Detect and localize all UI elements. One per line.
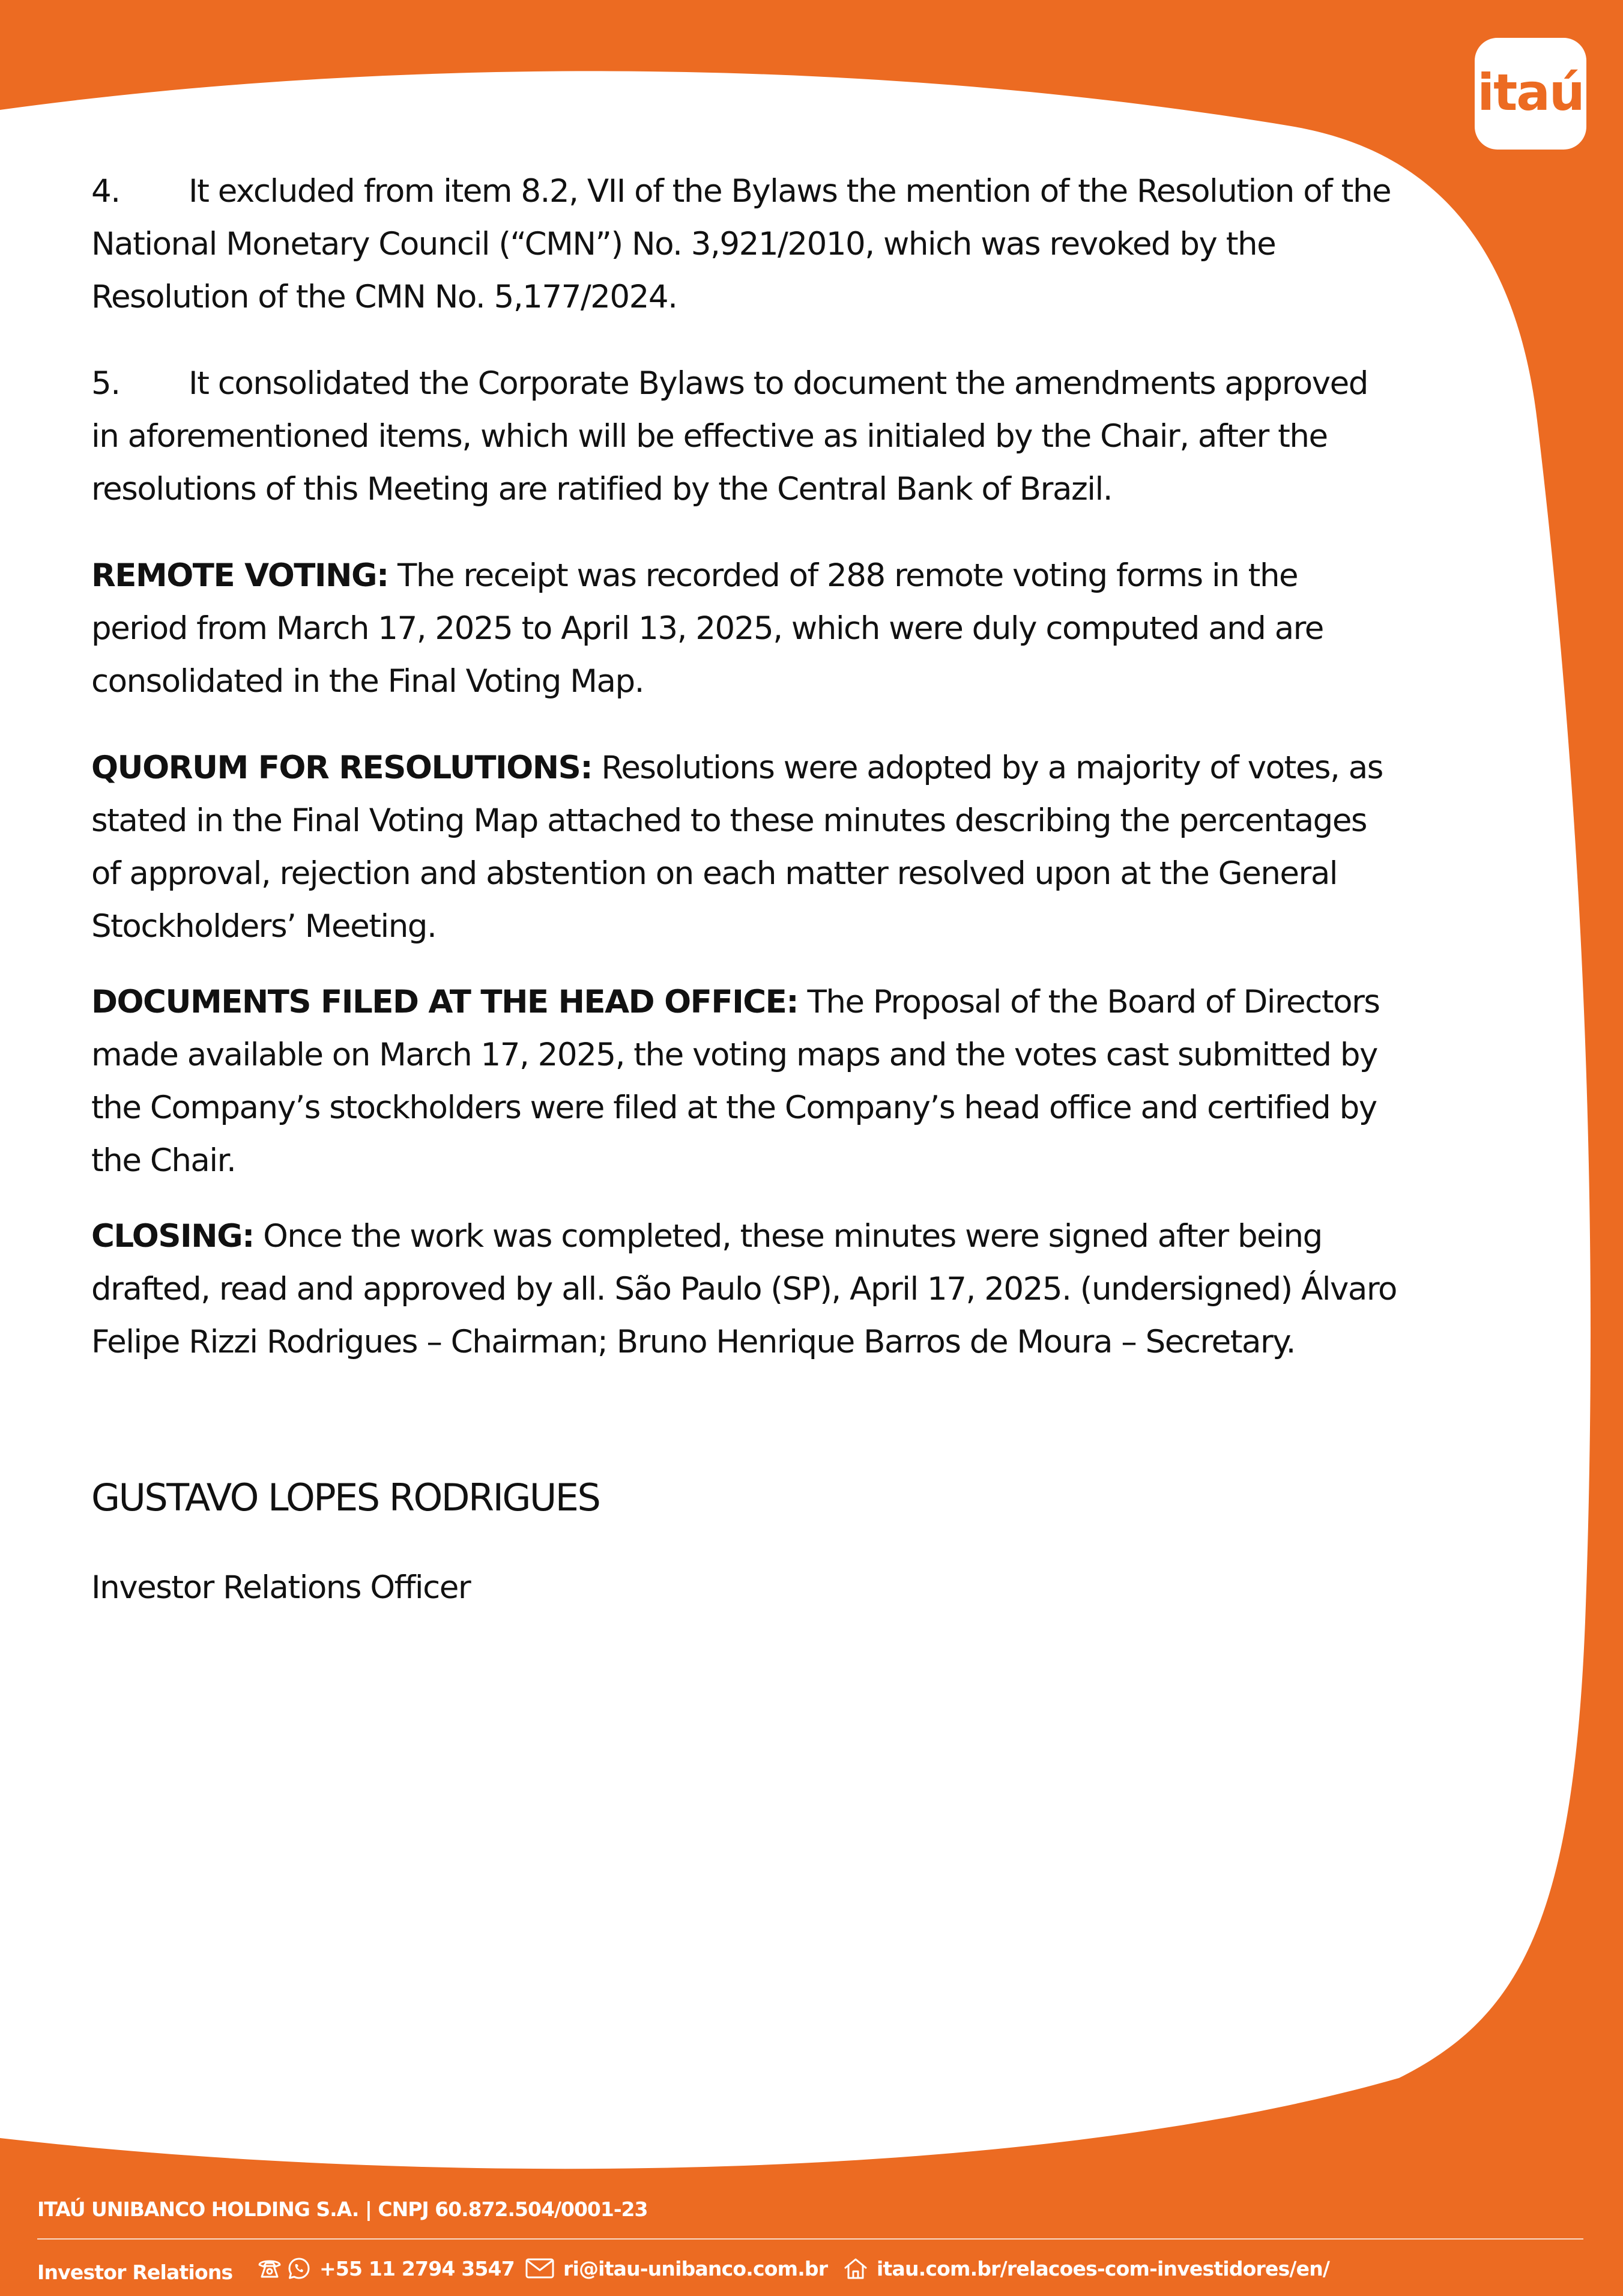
home-icon [843, 2256, 868, 2280]
footer-website[interactable] [843, 2253, 1329, 2283]
signatory-title: Investor Relations Officer [91, 1569, 471, 1606]
closing-text: Once the work was completed, these minutes were signed after being drafted, read and approved by all. São Paulo (SP), April 17, 2025. (undersigned) Álvaro Felipe Rizzi Rodrigues – Chairman; Bruno Henrique Barros de Moura – Secretary. [91, 1218, 1397, 1360]
quorum-label: QUORUM FOR RESOLUTIONS: [91, 750, 593, 786]
closing-label: CLOSING: [91, 1218, 254, 1255]
remote-voting-text: The receipt was recorded of 288 remote voting forms in the period from March 17, 2025 to April 13, 2025, which were duly computed and are consolidated in the Final Voting Map. [91, 557, 1323, 700]
phone-icon [257, 2256, 282, 2280]
quorum-text: Resolutions were adopted by a majority of votes, as stated in the Final Voting Map attached to these minutes describing the percentages of approval, rejection and abstention on each matter resolved upon at the General Stockholders’ Meeting. [91, 750, 1383, 945]
itau-logo [1475, 38, 1586, 150]
item-4-paragraph [91, 165, 1400, 324]
item-4-text: It excluded from item 8.2, VII of the Bylaws the mention of the Resolution of the National Monetary Council (“CMN”) No. 3,921/2010, which was revoked by the Resolution of the CMN No. 5,177/2024. [91, 173, 1391, 315]
footer-phone[interactable] [257, 2253, 515, 2283]
footer-divider [37, 2238, 1583, 2240]
whatsapp-icon [287, 2256, 311, 2280]
signatory-name: GUSTAVO LOPES RODRIGUES [91, 1476, 600, 1519]
item-4-number: 4. [91, 173, 120, 210]
quorum-paragraph [91, 742, 1400, 953]
footer-company-info: ITAÚ UNIBANCO HOLDING S.A. | CNPJ 60.872.504/0001-23 [37, 2198, 648, 2221]
document-body [91, 165, 1400, 1369]
remote-voting-paragraph [91, 550, 1400, 708]
remote-voting-label: REMOTE VOTING: [91, 557, 388, 594]
documents-text: The Proposal of the Board of Directors made available on March 17, 2025, the voting maps and the votes cast submitted by the Company’s stockholders were filed at the Company’s head office and certified by the Chair. [91, 984, 1380, 1179]
item-5-number: 5. [91, 365, 120, 402]
documents-label: DOCUMENTS FILED AT THE HEAD OFFICE: [91, 984, 799, 1020]
email-icon [525, 2256, 555, 2280]
phone-number: +55 11 2794 3547 [319, 2256, 515, 2280]
logo-text: itaú [1477, 63, 1584, 122]
footer-email[interactable] [525, 2253, 827, 2283]
documents-paragraph [91, 976, 1400, 1187]
website-url: itau.com.br/relacoes-com-investidores/en/ [877, 2256, 1330, 2280]
item-5-paragraph [91, 357, 1400, 516]
item-5-text: It consolidated the Corporate Bylaws to document the amendments approved in aforementioned items, which will be effective as initialed by the Chair, after the resolutions of this Meeting are ratified by the Central Bank of Brazil. [91, 365, 1368, 507]
closing-paragraph [91, 1210, 1400, 1369]
footer-ir-label: Investor Relations [37, 2260, 233, 2284]
email-address: ri@itau-unibanco.com.br [563, 2256, 828, 2280]
